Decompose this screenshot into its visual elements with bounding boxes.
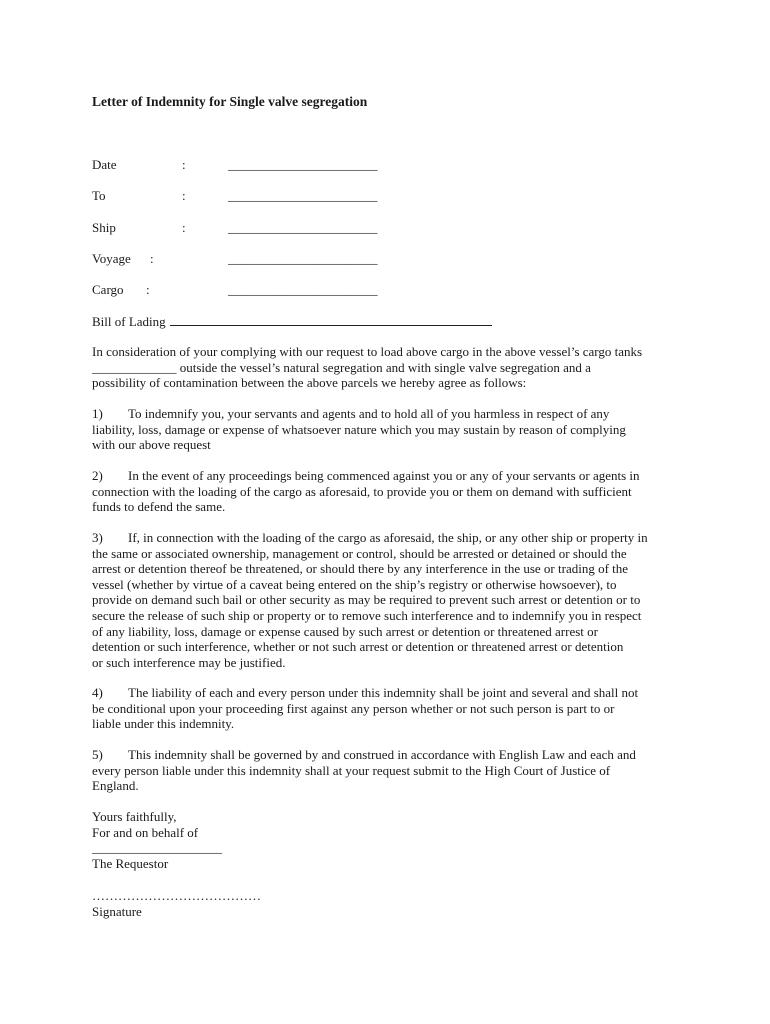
signature-block [92,888,261,919]
clause-number: 5) [92,747,103,762]
clause-4 [92,685,686,732]
on-behalf-of: For and on behalf of [92,824,199,840]
to-blank-line[interactable]: _______________________ [228,188,378,203]
voyage-label: Voyage [92,251,131,266]
bill-of-lading-field [92,313,492,330]
date-blank-line[interactable]: _______________________ [228,157,378,172]
clause-line: or such interference may be justified. [92,654,286,670]
intro-paragraph [92,344,686,391]
ship-label: Ship [92,220,116,235]
clause-line: of any liability, loss, damage or expense caused by such arrest or detention or threatened arrest or [92,623,598,639]
cargo-label: Cargo [92,282,124,297]
to-colon: : [182,188,186,203]
ship-colon: : [182,220,186,235]
ship-blank-line[interactable]: _______________________ [228,220,378,235]
signature-label: Signature [92,903,142,919]
clause-line: To indemnify you, your servants and agents and to hold all of you harmless in respect of any [128,406,610,421]
closing-block [92,809,222,871]
cargo-colon: : [146,282,150,297]
clause-line: liability, loss, damage or expense of whatsoever nature which you may sustain by reason of complying [92,421,626,437]
clause-line: secure the release of such ship or property or to remove such interference and to indemnify you in respect [92,607,642,623]
clause-line: liable under this indemnity. [92,716,235,732]
clause-line: connection with the loading of the cargo as aforesaid, to provide you or them on demand with sufficient [92,483,632,499]
clause-number: 2) [92,468,103,483]
clause-line: If, in connection with the loading of the cargo as aforesaid, the ship, or any other ship or property in [128,530,648,545]
requestor-blank-line[interactable]: ____________________ [92,840,222,856]
document-title: Letter of Indemnity for Single valve segregation [92,94,368,109]
clause-line: provide on demand such bail or other security as may be required to prevent such arrest or detention or to [92,592,641,608]
bill-of-lading-label: Bill of Lading [92,314,166,329]
intro-line: _____________ outside the vessel’s natural segregation and with single valve segregation and a [92,359,591,375]
intro-line: possibility of contamination between the above parcels we hereby agree as follows: [92,375,527,391]
clause-line: England. [92,778,139,794]
clause-line: funds to defend the same. [92,499,226,515]
clause-line: In the event of any proceedings being commenced against you or any of your servants or agents in [128,468,640,483]
intro-line: In consideration of your complying with our request to load above cargo in the above vessel’s cargo tanks [92,344,643,359]
bill-of-lading-blank-line[interactable] [170,313,492,326]
clause-line: with our above request [92,437,211,453]
clause-line: vessel (whether by virtue of a caveat being entered on the ship’s registry or otherwise howsoever), to [92,576,617,592]
voyage-blank-line[interactable]: _______________________ [228,251,378,266]
clause-3 [92,530,686,670]
signature-dotted-line[interactable]: ………………………………… [92,888,261,903]
clause-line: detention or such interference, whether or not such arrest or detention or threatened arrest or detention [92,639,624,655]
clause-line: be conditional upon your proceeding first against any person whether or not such person is part to or [92,700,615,716]
cargo-blank-line[interactable]: _______________________ [228,282,378,297]
clause-number: 3) [92,530,103,545]
clause-number: 4) [92,685,103,700]
voyage-colon: : [150,251,154,266]
clause-line: This indemnity shall be governed by and construed in accordance with English Law and each and [128,747,636,762]
date-label: Date [92,157,117,172]
yours-faithfully: Yours faithfully, [92,809,177,824]
clause-line: The liability of each and every person under this indemnity shall be joint and several and shall not [128,685,639,700]
clause-5 [92,747,686,794]
clause-line: the same or associated ownership, management or control, should be arrested or detained or should the [92,545,627,561]
requestor-label: The Requestor [92,855,169,871]
clause-number: 1) [92,406,103,421]
clause-2 [92,468,686,515]
date-colon: : [182,157,186,172]
clause-line: arrest or detention thereof be threatened, or should there by any interference in the use or trading of the [92,561,629,577]
to-label: To [92,188,106,203]
clause-line: every person liable under this indemnity shall at your request submit to the High Court of Justice of [92,762,611,778]
clause-1 [92,406,686,453]
